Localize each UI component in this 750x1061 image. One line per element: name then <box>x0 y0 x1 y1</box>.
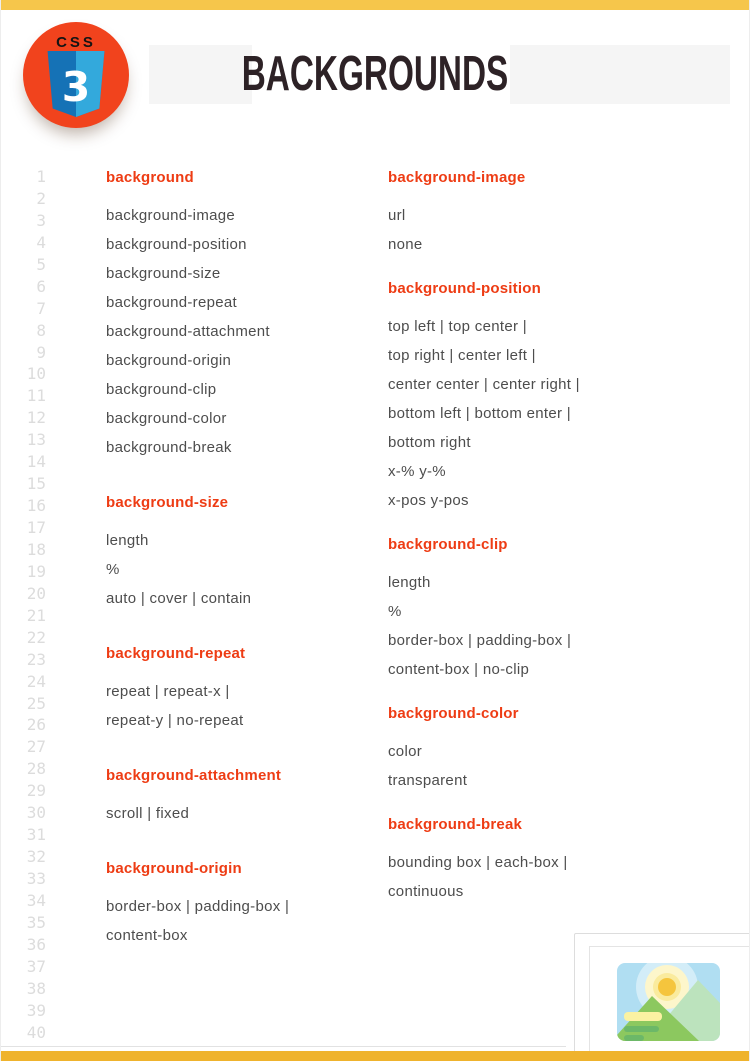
value-line: scroll | fixed <box>106 805 190 822</box>
value-line: % <box>388 603 402 620</box>
footer-rule-line <box>1 1046 566 1047</box>
line-number: 3 <box>36 210 46 230</box>
line-number: 20 <box>26 583 46 603</box>
section-title: background-color <box>388 705 519 722</box>
value-line: background-clip <box>106 381 217 398</box>
line-number: 23 <box>26 649 46 669</box>
property-section <box>106 488 376 613</box>
line-number: 2 <box>36 188 46 208</box>
value-line: background-color <box>106 410 227 427</box>
line-number: 28 <box>26 759 46 779</box>
value-line: x-% y-% <box>388 463 446 480</box>
line-number: 29 <box>26 781 46 801</box>
value-line: % <box>106 561 120 578</box>
line-number: 33 <box>26 869 46 888</box>
line-number: 27 <box>26 737 46 757</box>
value-line: background-origin <box>106 352 232 369</box>
line-number: 26 <box>26 715 46 735</box>
value-line: color <box>388 743 423 760</box>
line-number: 32 <box>26 847 46 867</box>
section-title: background-attachment <box>106 767 282 784</box>
line-number: 10 <box>26 364 46 384</box>
line-number: 36 <box>26 934 46 954</box>
line-number: 8 <box>36 320 46 340</box>
shield-number: 3 <box>61 63 91 112</box>
property-section <box>388 810 728 906</box>
value-line: repeat-y | no-repeat <box>106 712 244 729</box>
line-number: 37 <box>26 956 46 976</box>
value-line: repeat | repeat-x | <box>106 683 230 700</box>
value-line: url <box>388 207 406 224</box>
line-number: 24 <box>26 671 46 691</box>
value-line: auto | cover | contain <box>106 590 252 607</box>
value-line: border-box | padding-box | <box>106 898 290 915</box>
section-title: background-size <box>106 494 229 511</box>
line-number: 11 <box>26 386 46 406</box>
line-number: 7 <box>36 298 46 318</box>
line-number: 25 <box>26 693 46 713</box>
line-number: 35 <box>26 912 46 932</box>
value-line: background-size <box>106 265 221 282</box>
line-number: 18 <box>26 539 46 559</box>
value-line: none <box>388 236 423 253</box>
value-line: top left | top center | <box>388 318 527 335</box>
value-line: content-box | no-clip <box>388 661 530 678</box>
property-section <box>106 854 376 950</box>
line-number: 14 <box>26 452 46 472</box>
value-line: center center | center right | <box>388 376 580 393</box>
line-number: 22 <box>26 627 46 647</box>
value-line: content-box <box>106 927 188 944</box>
value-line: background-attachment <box>106 323 270 340</box>
header-box-left <box>149 45 252 104</box>
line-number: 17 <box>26 518 46 537</box>
line-number: 30 <box>26 803 46 823</box>
css-logo-label: CSS <box>56 34 96 51</box>
image-placeholder-icon <box>617 963 720 1041</box>
section-title: background <box>106 169 194 186</box>
column-right <box>388 163 728 921</box>
line-number: 38 <box>26 978 46 998</box>
sun-core <box>658 978 676 996</box>
section-title: background-break <box>388 816 523 833</box>
caption-line-2 <box>624 1035 644 1041</box>
line-number: 21 <box>26 605 46 625</box>
section-title: background-image <box>388 169 526 186</box>
value-line: continuous <box>388 883 464 900</box>
line-number: 16 <box>26 496 46 516</box>
section-title: background-origin <box>106 860 242 877</box>
line-number: 19 <box>26 561 46 581</box>
value-line: border-box | padding-box | <box>388 632 572 649</box>
caption-line-1 <box>624 1026 659 1032</box>
property-section <box>106 639 376 735</box>
line-number: 13 <box>26 430 46 450</box>
top-accent-bar <box>1 0 749 10</box>
value-line: background-image <box>106 207 236 224</box>
corner-image-card <box>574 933 750 1061</box>
header-box-right <box>510 45 730 104</box>
section-title: background-position <box>388 280 541 297</box>
line-number: 9 <box>36 342 46 362</box>
caption-bar-yellow <box>624 1012 662 1021</box>
property-section <box>106 761 376 828</box>
line-number: 34 <box>26 890 46 910</box>
value-line: length <box>106 532 149 549</box>
line-number: 6 <box>36 276 46 296</box>
property-section <box>388 530 728 684</box>
css3-logo <box>23 22 129 128</box>
value-line: background-position <box>106 236 247 253</box>
line-number: 4 <box>36 232 46 252</box>
value-line: length <box>388 574 431 591</box>
line-number: 1 <box>36 167 46 186</box>
property-section <box>388 274 728 515</box>
line-number: 15 <box>26 474 46 494</box>
value-line: bounding box | each-box | <box>388 854 568 871</box>
line-number-gutter <box>1 166 46 1044</box>
value-line: background-repeat <box>106 294 238 311</box>
section-title: background-clip <box>388 536 508 553</box>
value-line: transparent <box>388 772 468 789</box>
css3-shield-icon <box>47 51 105 117</box>
property-section <box>388 699 728 795</box>
line-number: 40 <box>26 1022 46 1042</box>
bottom-accent-bar <box>1 1051 749 1061</box>
value-line: top right | center left | <box>388 347 536 364</box>
section-title: background-repeat <box>106 645 246 662</box>
line-number: 5 <box>36 254 46 274</box>
value-line: bottom right <box>388 434 471 451</box>
column-left <box>106 163 376 976</box>
line-number: 31 <box>26 825 46 845</box>
line-number: 39 <box>26 1000 46 1020</box>
property-section <box>106 163 376 462</box>
value-line: x-pos y-pos <box>388 492 469 509</box>
value-line: background-break <box>106 439 232 456</box>
value-line: bottom left | bottom enter | <box>388 405 571 422</box>
line-number: 12 <box>26 408 46 428</box>
page-title: BACKGROUNDS <box>241 47 509 101</box>
property-section <box>388 163 728 259</box>
